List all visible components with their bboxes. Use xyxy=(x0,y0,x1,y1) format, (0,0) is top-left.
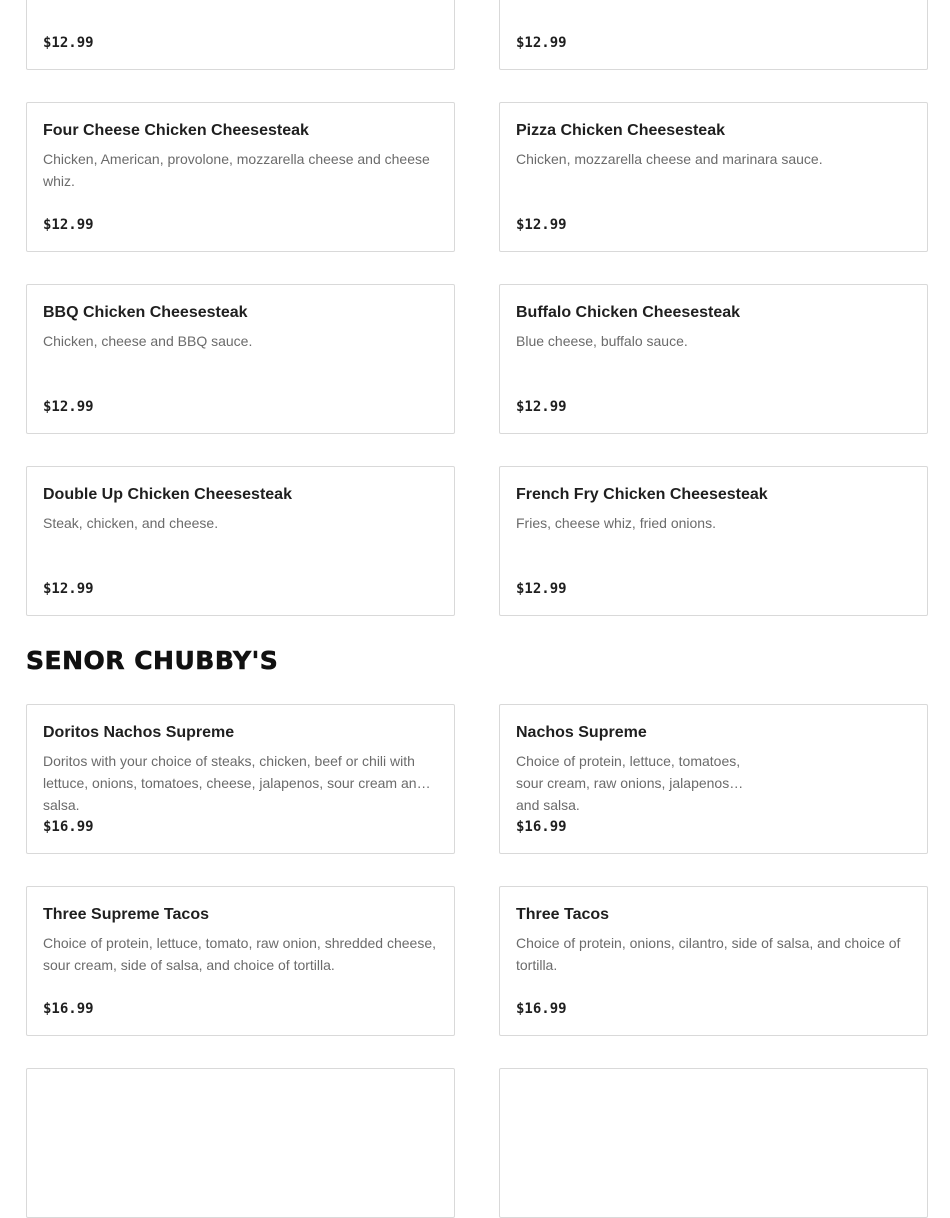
item-price: $12.99 xyxy=(516,35,567,51)
item-description: Blue cheese, buffalo sauce. xyxy=(516,333,688,349)
menu-item-nachos-supreme[interactable] xyxy=(499,704,928,854)
menu-item-four-cheese-chicken-cheesesteak[interactable] xyxy=(26,102,455,252)
menu-item-three-supreme-tacos[interactable] xyxy=(26,886,455,1036)
item-price: $12.99 xyxy=(43,399,94,415)
item-price: $16.99 xyxy=(516,1001,567,1017)
item-price: $16.99 xyxy=(43,1001,94,1017)
menu-item-card[interactable] xyxy=(26,0,455,70)
menu-item-french-fry-chicken-cheesesteak[interactable] xyxy=(499,466,928,616)
item-name: Doritos Nachos Supreme xyxy=(43,724,235,741)
item-description: Choice of protein, lettuce, tomato, raw onion, shredded cheese, sour cream, side of salsa, and choice of tortilla. xyxy=(43,935,437,973)
item-price: $16.99 xyxy=(516,819,567,835)
menu-item-three-tacos[interactable] xyxy=(499,886,928,1036)
item-name: Nachos Supreme xyxy=(516,724,647,741)
item-description: Doritos with your choice of steaks, chicken, beef or chili with lettuce, onions, tomatoes, cheese, jalapenos, sour cream and salsa. xyxy=(43,753,425,813)
item-price: $12.99 xyxy=(43,35,94,51)
menu-item-doritos-nachos-supreme[interactable] xyxy=(26,704,455,854)
item-name: Buffalo Chicken Cheesesteak xyxy=(516,304,741,321)
menu-item-double-up-chicken-cheesesteak[interactable] xyxy=(26,466,455,616)
menu-item-card[interactable] xyxy=(26,1068,455,1218)
item-name: Four Cheese Chicken Cheesesteak xyxy=(43,122,309,139)
menu-item-pizza-chicken-cheesesteak[interactable] xyxy=(499,102,928,252)
item-name: Pizza Chicken Cheesesteak xyxy=(516,122,725,139)
item-name: Three Supreme Tacos xyxy=(43,906,209,923)
menu-item-bbq-chicken-cheesesteak[interactable] xyxy=(26,284,455,434)
item-price: $12.99 xyxy=(516,217,567,233)
item-name: BBQ Chicken Cheesesteak xyxy=(43,304,248,321)
cheesesteak-grid xyxy=(26,0,928,616)
menu-item-card[interactable] xyxy=(499,1068,928,1218)
item-price: $16.99 xyxy=(43,819,94,835)
item-description: Steak, chicken, and cheese. xyxy=(43,515,219,531)
item-description: Chicken, mozzarella cheese and marinara sauce. xyxy=(516,151,823,167)
item-price: $12.99 xyxy=(43,581,94,597)
item-name: Double Up Chicken Cheesesteak xyxy=(43,486,292,503)
item-name: French Fry Chicken Cheesesteak xyxy=(516,486,768,503)
item-description: Choice of protein, onions, cilantro, side of salsa, and choice of tortilla. xyxy=(516,935,901,973)
menu-item-card[interactable] xyxy=(499,0,928,70)
item-description: Chicken, American, provolone, mozzarella cheese and cheese whiz. xyxy=(43,151,430,189)
menu-item-buffalo-chicken-cheesesteak[interactable] xyxy=(499,284,928,434)
item-name: Three Tacos xyxy=(516,906,610,923)
item-price: $12.99 xyxy=(43,217,94,233)
section-heading: SENOR CHUBBY'S xyxy=(26,646,279,675)
item-description: Choice of protein, lettuce, tomatoes, sour cream, raw onions, jalapenos, and salsa. xyxy=(516,753,741,813)
item-price: $12.99 xyxy=(516,581,567,597)
item-description: Fries, cheese whiz, fried onions. xyxy=(516,515,716,531)
item-price: $12.99 xyxy=(516,399,567,415)
item-description: Chicken, cheese and BBQ sauce. xyxy=(43,333,253,349)
senor-chubbys-grid xyxy=(26,704,928,1218)
